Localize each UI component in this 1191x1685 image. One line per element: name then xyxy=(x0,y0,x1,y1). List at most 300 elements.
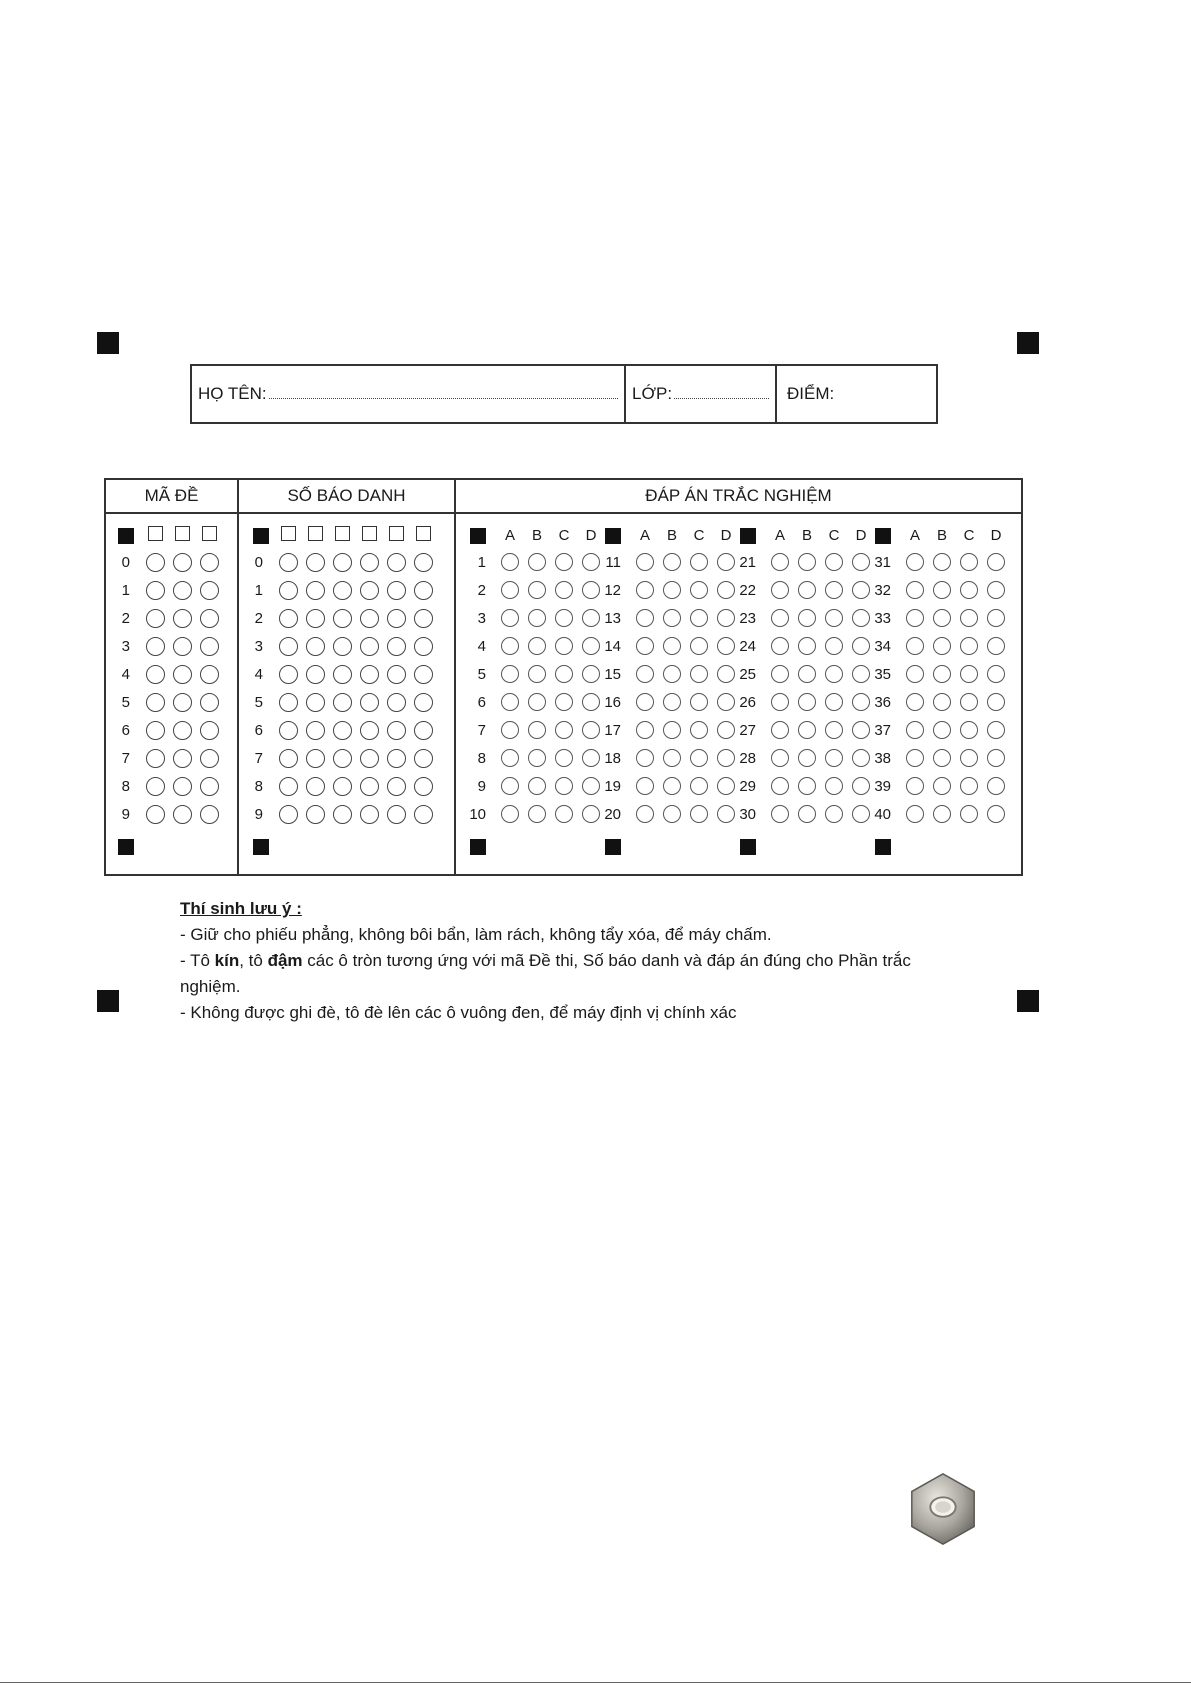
option-label: C xyxy=(828,527,840,544)
digit-label: 9 xyxy=(254,806,263,823)
answer-bubble[interactable] xyxy=(906,777,924,795)
answer-bubble[interactable] xyxy=(771,749,789,767)
answer-bubble[interactable] xyxy=(528,777,546,795)
question-number: 31 xyxy=(874,554,891,571)
answer-bubble[interactable] xyxy=(960,693,978,711)
answer-bubble[interactable] xyxy=(771,721,789,739)
answer-bubble[interactable] xyxy=(690,553,708,571)
code-bubble[interactable] xyxy=(146,777,165,796)
code-bubble[interactable] xyxy=(173,749,192,768)
candidate-bubble[interactable] xyxy=(333,609,352,628)
code-bubble[interactable] xyxy=(146,693,165,712)
candidate-bubble[interactable] xyxy=(414,749,433,768)
question-number: 1 xyxy=(477,554,486,571)
instruction-line: - Không được ghi đè, tô đè lên các ô vuông đen, để máy định vị chính xác xyxy=(180,1003,737,1022)
answer-bubble[interactable] xyxy=(501,749,519,767)
question-number: 2 xyxy=(477,582,486,599)
answer-bubble[interactable] xyxy=(987,693,1005,711)
code-bubble[interactable] xyxy=(173,637,192,656)
question-number: 24 xyxy=(739,638,756,655)
answer-bubble[interactable] xyxy=(636,637,654,655)
answer-bubble[interactable] xyxy=(960,749,978,767)
answer-bubble[interactable] xyxy=(528,581,546,599)
digit-label: 5 xyxy=(121,694,130,711)
option-label: B xyxy=(936,527,947,544)
code-bubble[interactable] xyxy=(173,693,192,712)
candidate-bubble[interactable] xyxy=(360,721,379,740)
answer-bubble[interactable] xyxy=(690,665,708,683)
candidate-bubble[interactable] xyxy=(306,693,325,712)
answer-bubble[interactable] xyxy=(960,721,978,739)
answer-bubble[interactable] xyxy=(771,609,789,627)
candidate-bubble[interactable] xyxy=(279,581,298,600)
answer-bubble[interactable] xyxy=(690,749,708,767)
answer-bubble[interactable] xyxy=(771,665,789,683)
candidate-box[interactable] xyxy=(389,526,404,541)
digit-label: 3 xyxy=(121,638,130,655)
question-number: 23 xyxy=(739,610,756,627)
digit-label: 2 xyxy=(254,610,263,627)
answer-bubble[interactable] xyxy=(663,749,681,767)
question-number: 40 xyxy=(874,806,891,823)
answer-bubble[interactable] xyxy=(501,805,519,823)
candidate-bubble[interactable] xyxy=(279,637,298,656)
option-label: D xyxy=(585,527,597,544)
answer-bubble[interactable] xyxy=(663,693,681,711)
answer-bubble[interactable] xyxy=(663,609,681,627)
candidate-bubble[interactable] xyxy=(333,581,352,600)
anchor-square xyxy=(875,839,891,855)
instructions xyxy=(180,896,940,1026)
question-number: 19 xyxy=(604,778,621,795)
candidate-box[interactable] xyxy=(335,526,350,541)
candidate-bubble[interactable] xyxy=(387,609,406,628)
digit-label: 7 xyxy=(121,750,130,767)
candidate-bubble[interactable] xyxy=(333,637,352,656)
answer-bubble[interactable] xyxy=(528,609,546,627)
question-number: 13 xyxy=(604,610,621,627)
answer-bubble[interactable] xyxy=(933,637,951,655)
question-number: 33 xyxy=(874,610,891,627)
answer-bubble[interactable] xyxy=(906,609,924,627)
candidate-box[interactable] xyxy=(362,526,377,541)
answer-bubble[interactable] xyxy=(555,693,573,711)
question-number: 37 xyxy=(874,722,891,739)
candidate-bubble[interactable] xyxy=(360,749,379,768)
answer-bubble[interactable] xyxy=(663,637,681,655)
question-number: 16 xyxy=(604,694,621,711)
digit-label: 0 xyxy=(254,554,263,571)
anchor-square xyxy=(253,528,269,544)
answer-bubble[interactable] xyxy=(555,721,573,739)
digit-label: 8 xyxy=(121,778,130,795)
answer-bubble[interactable] xyxy=(987,777,1005,795)
answer-bubble[interactable] xyxy=(663,665,681,683)
answer-bubble[interactable] xyxy=(555,553,573,571)
answer-bubble[interactable] xyxy=(636,749,654,767)
answer-bubble[interactable] xyxy=(960,609,978,627)
answer-bubble[interactable] xyxy=(798,693,816,711)
answer-bubble[interactable] xyxy=(555,749,573,767)
candidate-bubble[interactable] xyxy=(360,637,379,656)
answer-bubble[interactable] xyxy=(555,777,573,795)
question-number: 14 xyxy=(604,638,621,655)
answer-bubble[interactable] xyxy=(528,553,546,571)
code-bubble[interactable] xyxy=(173,581,192,600)
candidate-bubble[interactable] xyxy=(279,721,298,740)
question-number: 20 xyxy=(604,806,621,823)
answer-bubble[interactable] xyxy=(501,777,519,795)
answer-bubble[interactable] xyxy=(906,665,924,683)
candidate-bubble[interactable] xyxy=(414,637,433,656)
answer-bubble[interactable] xyxy=(663,553,681,571)
question-number: 38 xyxy=(874,750,891,767)
answer-bubble[interactable] xyxy=(798,665,816,683)
code-bubble[interactable] xyxy=(200,637,219,656)
name-field[interactable] xyxy=(192,366,626,422)
answer-bubble[interactable] xyxy=(798,749,816,767)
option-label: A xyxy=(909,527,920,544)
code-bubble[interactable] xyxy=(146,637,165,656)
anchor-square xyxy=(740,528,756,544)
option-label: B xyxy=(801,527,812,544)
header-divider xyxy=(106,512,1021,514)
answer-bubble[interactable] xyxy=(987,637,1005,655)
candidate-bubble[interactable] xyxy=(333,749,352,768)
answer-bubble[interactable] xyxy=(987,665,1005,683)
question-number: 4 xyxy=(477,638,486,655)
question-number: 39 xyxy=(874,778,891,795)
code-bubble[interactable] xyxy=(200,553,219,572)
code-box[interactable] xyxy=(202,526,217,541)
candidate-bubble[interactable] xyxy=(360,609,379,628)
answer-bubble[interactable] xyxy=(528,665,546,683)
answer-bubble[interactable] xyxy=(690,609,708,627)
question-number: 6 xyxy=(477,694,486,711)
option-label: A xyxy=(504,527,515,544)
code-bubble[interactable] xyxy=(146,581,165,600)
class-dotted-line xyxy=(674,398,769,399)
answer-bubble[interactable] xyxy=(690,693,708,711)
candidate-bubble[interactable] xyxy=(333,805,352,824)
answer-grid xyxy=(104,478,1023,876)
answer-bubble[interactable] xyxy=(798,637,816,655)
candidate-bubble[interactable] xyxy=(387,805,406,824)
answer-bubble[interactable] xyxy=(501,637,519,655)
code-bubble[interactable] xyxy=(200,665,219,684)
answer-bubble[interactable] xyxy=(798,581,816,599)
candidate-bubble[interactable] xyxy=(279,693,298,712)
candidate-bubble[interactable] xyxy=(360,805,379,824)
answer-bubble[interactable] xyxy=(825,609,843,627)
answer-bubble[interactable] xyxy=(528,637,546,655)
question-number: 21 xyxy=(739,554,756,571)
answer-bubble[interactable] xyxy=(933,693,951,711)
answer-bubble[interactable] xyxy=(501,581,519,599)
code-bubble[interactable] xyxy=(146,721,165,740)
hex-nut-icon xyxy=(904,1470,982,1548)
answer-bubble[interactable] xyxy=(771,553,789,571)
corner-mark-top-right xyxy=(1017,332,1039,354)
candidate-bubble[interactable] xyxy=(306,581,325,600)
answer-bubble[interactable] xyxy=(690,777,708,795)
answer-bubble[interactable] xyxy=(987,553,1005,571)
answer-bubble[interactable] xyxy=(825,749,843,767)
question-number: 3 xyxy=(477,610,486,627)
answer-bubble[interactable] xyxy=(528,721,546,739)
answer-bubble[interactable] xyxy=(960,777,978,795)
answer-bubble[interactable] xyxy=(690,805,708,823)
answer-bubble[interactable] xyxy=(906,553,924,571)
answer-bubble[interactable] xyxy=(798,553,816,571)
answer-bubble[interactable] xyxy=(933,749,951,767)
question-number: 22 xyxy=(739,582,756,599)
digit-label: 5 xyxy=(254,694,263,711)
candidate-bubble[interactable] xyxy=(279,749,298,768)
candidate-bubble[interactable] xyxy=(279,805,298,824)
answer-bubble[interactable] xyxy=(501,693,519,711)
answer-bubble[interactable] xyxy=(825,553,843,571)
code-bubble[interactable] xyxy=(173,609,192,628)
candidate-bubble[interactable] xyxy=(360,693,379,712)
question-number: 5 xyxy=(477,666,486,683)
code-box[interactable] xyxy=(148,526,163,541)
answer-bubble[interactable] xyxy=(987,805,1005,823)
candidate-bubble[interactable] xyxy=(360,665,379,684)
answer-bubble[interactable] xyxy=(555,665,573,683)
answer-bubble[interactable] xyxy=(933,805,951,823)
candidate-bubble[interactable] xyxy=(333,693,352,712)
answer-bubble[interactable] xyxy=(636,609,654,627)
answer-bubble[interactable] xyxy=(798,805,816,823)
candidate-bubble[interactable] xyxy=(306,553,325,572)
code-bubble[interactable] xyxy=(173,553,192,572)
answer-bubble[interactable] xyxy=(987,749,1005,767)
candidate-bubble[interactable] xyxy=(360,581,379,600)
code-bubble[interactable] xyxy=(146,805,165,824)
candidate-bubble[interactable] xyxy=(333,777,352,796)
answer-bubble[interactable] xyxy=(825,693,843,711)
answer-bubble[interactable] xyxy=(636,805,654,823)
anchor-square xyxy=(470,839,486,855)
answer-bubble[interactable] xyxy=(528,749,546,767)
candidate-bubble[interactable] xyxy=(387,721,406,740)
answer-bubble[interactable] xyxy=(636,553,654,571)
answer-bubble[interactable] xyxy=(636,693,654,711)
code-bubble[interactable] xyxy=(146,749,165,768)
answer-bubble[interactable] xyxy=(825,805,843,823)
code-bubble[interactable] xyxy=(200,693,219,712)
candidate-bubble[interactable] xyxy=(414,777,433,796)
candidate-box[interactable] xyxy=(308,526,323,541)
digit-label: 4 xyxy=(121,666,130,683)
candidate-bubble[interactable] xyxy=(387,777,406,796)
candidate-bubble[interactable] xyxy=(306,777,325,796)
digit-label: 4 xyxy=(254,666,263,683)
answer-bubble[interactable] xyxy=(906,581,924,599)
candidate-bubble[interactable] xyxy=(414,721,433,740)
code-bubble[interactable] xyxy=(200,721,219,740)
answer-bubble[interactable] xyxy=(690,581,708,599)
candidate-bubble[interactable] xyxy=(414,553,433,572)
answer-bubble[interactable] xyxy=(555,581,573,599)
code-bubble[interactable] xyxy=(173,721,192,740)
answer-bubble[interactable] xyxy=(906,721,924,739)
answer-bubble[interactable] xyxy=(906,693,924,711)
code-bubble[interactable] xyxy=(200,805,219,824)
answer-bubble[interactable] xyxy=(690,637,708,655)
option-label: D xyxy=(990,527,1002,544)
candidate-box[interactable] xyxy=(281,526,296,541)
answer-bubble[interactable] xyxy=(663,805,681,823)
answer-bubble[interactable] xyxy=(555,637,573,655)
answer-bubble[interactable] xyxy=(825,637,843,655)
answer-bubble[interactable] xyxy=(960,805,978,823)
code-bubble[interactable] xyxy=(173,665,192,684)
candidate-bubble[interactable] xyxy=(306,665,325,684)
candidate-bubble[interactable] xyxy=(387,749,406,768)
answer-bubble[interactable] xyxy=(771,693,789,711)
score-field[interactable] xyxy=(777,366,936,422)
candidate-bubble[interactable] xyxy=(279,777,298,796)
text: các ô tròn tương ứng với mã Đề thi, Số báo danh và đáp án đúng cho Phần trắc nghiệm. xyxy=(180,951,911,996)
answer-bubble[interactable] xyxy=(771,805,789,823)
answer-bubble[interactable] xyxy=(933,581,951,599)
answer-bubble[interactable] xyxy=(636,721,654,739)
answer-bubble[interactable] xyxy=(933,609,951,627)
candidate-bubble[interactable] xyxy=(414,609,433,628)
candidate-bubble[interactable] xyxy=(414,693,433,712)
candidate-bubble[interactable] xyxy=(333,721,352,740)
answer-bubble[interactable] xyxy=(987,609,1005,627)
digit-label: 6 xyxy=(121,722,130,739)
candidate-bubble[interactable] xyxy=(306,637,325,656)
answer-bubble[interactable] xyxy=(933,777,951,795)
answer-bubble[interactable] xyxy=(771,637,789,655)
divider xyxy=(454,480,456,874)
answer-bubble[interactable] xyxy=(825,665,843,683)
candidate-bubble[interactable] xyxy=(306,721,325,740)
candidate-bubble[interactable] xyxy=(414,665,433,684)
answer-bubble[interactable] xyxy=(555,609,573,627)
emphasis-text: đậm xyxy=(267,951,303,970)
candidate-bubble[interactable] xyxy=(387,665,406,684)
code-box[interactable] xyxy=(175,526,190,541)
answer-bubble[interactable] xyxy=(528,805,546,823)
answer-bubble[interactable] xyxy=(906,637,924,655)
answer-bubble[interactable] xyxy=(528,693,546,711)
answer-bubble[interactable] xyxy=(906,749,924,767)
candidate-bubble[interactable] xyxy=(387,553,406,572)
answer-bubble[interactable] xyxy=(636,777,654,795)
answer-bubble[interactable] xyxy=(825,721,843,739)
answer-bubble[interactable] xyxy=(690,721,708,739)
answer-bubble[interactable] xyxy=(771,777,789,795)
answer-bubble[interactable] xyxy=(933,665,951,683)
instruction-line xyxy=(180,948,940,1000)
code-bubble[interactable] xyxy=(200,581,219,600)
anchor-square xyxy=(605,839,621,855)
question-number: 32 xyxy=(874,582,891,599)
answer-bubble[interactable] xyxy=(960,665,978,683)
emphasis-text: kín xyxy=(214,951,240,970)
class-field[interactable] xyxy=(626,366,777,422)
candidate-bubble[interactable] xyxy=(414,805,433,824)
answer-bubble[interactable] xyxy=(798,777,816,795)
candidate-bubble[interactable] xyxy=(333,665,352,684)
question-number: 15 xyxy=(604,666,621,683)
answer-bubble[interactable] xyxy=(663,777,681,795)
corner-mark-bottom-right xyxy=(1017,990,1039,1012)
answer-bubble[interactable] xyxy=(987,581,1005,599)
code-bubble[interactable] xyxy=(146,665,165,684)
answer-bubble[interactable] xyxy=(825,777,843,795)
answer-bubble[interactable] xyxy=(636,665,654,683)
code-bubble[interactable] xyxy=(200,777,219,796)
candidate-bubble[interactable] xyxy=(279,609,298,628)
answer-bubble[interactable] xyxy=(501,609,519,627)
code-bubble[interactable] xyxy=(173,777,192,796)
answer-bubble[interactable] xyxy=(636,581,654,599)
question-number: 35 xyxy=(874,666,891,683)
question-number: 7 xyxy=(477,722,486,739)
code-bubble[interactable] xyxy=(200,609,219,628)
answer-bubble[interactable] xyxy=(960,553,978,571)
candidate-bubble[interactable] xyxy=(387,637,406,656)
candidate-box[interactable] xyxy=(416,526,431,541)
corner-mark-top-left xyxy=(97,332,119,354)
candidate-bubble[interactable] xyxy=(333,553,352,572)
code-bubble[interactable] xyxy=(146,609,165,628)
answer-bubble[interactable] xyxy=(933,553,951,571)
anchor-square xyxy=(470,528,486,544)
candidate-bubble[interactable] xyxy=(414,581,433,600)
answer-bubble[interactable] xyxy=(798,609,816,627)
candidate-bubble[interactable] xyxy=(306,805,325,824)
answer-bubble[interactable] xyxy=(663,721,681,739)
candidate-bubble[interactable] xyxy=(306,609,325,628)
answer-bubble[interactable] xyxy=(960,637,978,655)
answer-bubble[interactable] xyxy=(771,581,789,599)
answer-bubble[interactable] xyxy=(555,805,573,823)
candidate-bubble[interactable] xyxy=(306,749,325,768)
answer-bubble[interactable] xyxy=(906,805,924,823)
candidate-bubble[interactable] xyxy=(360,553,379,572)
answer-bubble[interactable] xyxy=(825,581,843,599)
answer-bubble[interactable] xyxy=(501,665,519,683)
answer-bubble[interactable] xyxy=(798,721,816,739)
code-bubble[interactable] xyxy=(200,749,219,768)
candidate-bubble[interactable] xyxy=(279,665,298,684)
answer-bubble[interactable] xyxy=(960,581,978,599)
candidate-bubble[interactable] xyxy=(387,693,406,712)
answer-bubble[interactable] xyxy=(501,721,519,739)
answer-bubble[interactable] xyxy=(663,581,681,599)
answer-bubble[interactable] xyxy=(933,721,951,739)
candidate-bubble[interactable] xyxy=(387,581,406,600)
candidate-bubble[interactable] xyxy=(360,777,379,796)
question-number: 25 xyxy=(739,666,756,683)
code-bubble[interactable] xyxy=(146,553,165,572)
anchor-square xyxy=(875,528,891,544)
option-label: B xyxy=(666,527,677,544)
answer-bubble[interactable] xyxy=(987,721,1005,739)
digit-label: 9 xyxy=(121,806,130,823)
candidate-bubble[interactable] xyxy=(279,553,298,572)
answer-bubble[interactable] xyxy=(501,553,519,571)
code-bubble[interactable] xyxy=(173,805,192,824)
text: , tô xyxy=(239,951,268,970)
